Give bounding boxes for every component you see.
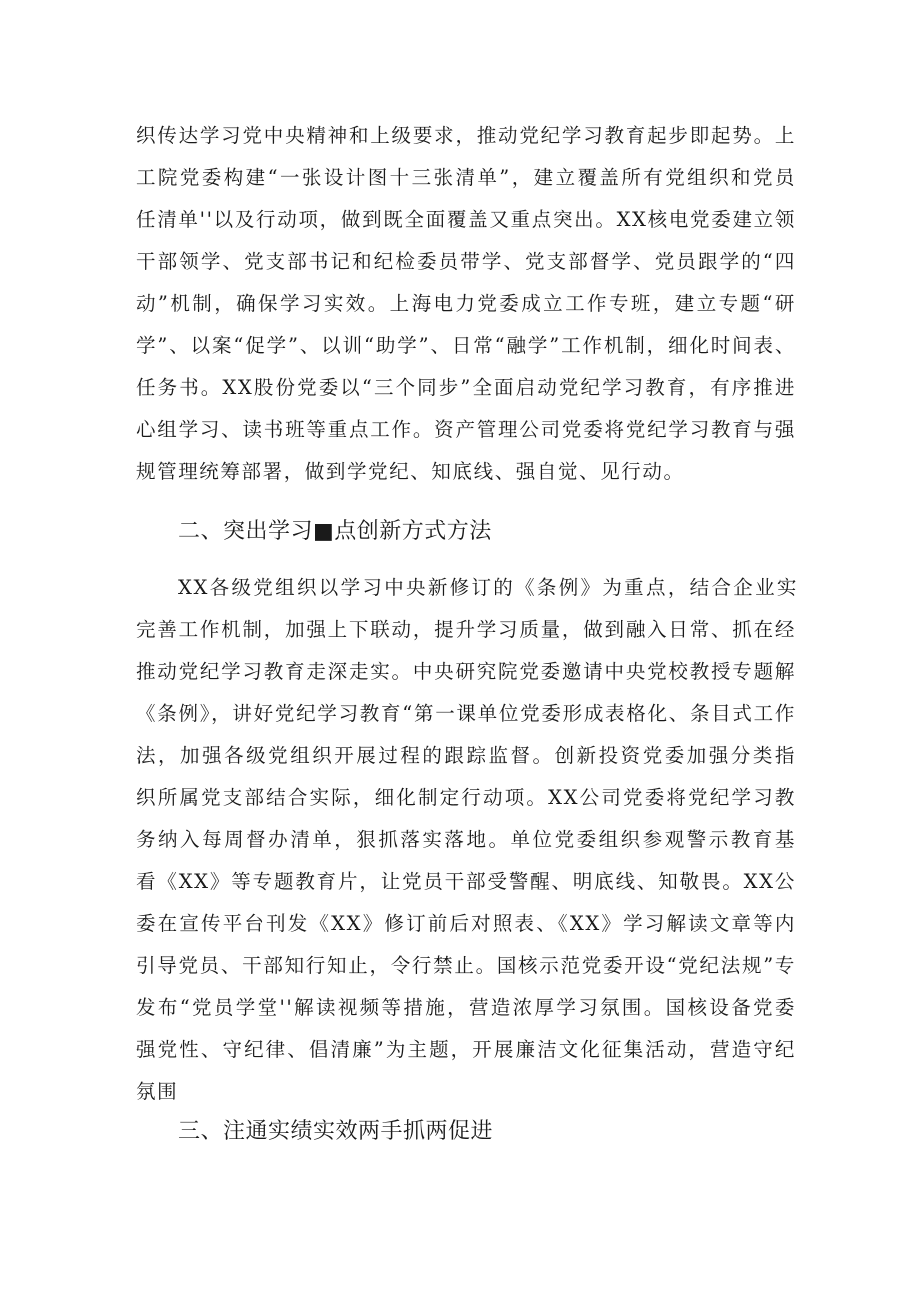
paragraph-2-line-12: 强党性、守纪律、倡清廉”为主题，开展廉洁文化征集活动，营造守纪 (136, 1038, 796, 1061)
paragraph-1-line-5: 动”机制，确保学习实效。上海电力党委成立工作专班，建立专题“研 (136, 292, 796, 315)
paragraph-2-line-1: XX各级党组织以学习中央新修订的《条例》为重点，结合企业实 (178, 576, 798, 599)
paragraph-2-line-11: 发布“党员学堂''解读视频等措施，营造浓厚学习氛围。国核设备党委 (136, 996, 796, 1019)
paragraph-1-line-4: 干部领学、党支部书记和纪检委员带学、党支部督学、党员跟学的“四 (136, 250, 796, 273)
section-heading-3: 三、注通实绩实效两手抓两促进 (178, 1119, 494, 1144)
paragraph-2-line-3: 推动党纪学习教育走深走实。中央研究院党委邀请中央党校教授专题解 (136, 660, 796, 683)
paragraph-1-line-6: 学”、以案“促学”、以训“助学”、日常“融学”工作机制，细化时间表、 (136, 334, 796, 357)
paragraph-2-line-8: 看《XX》等专题教育片，让党员干部受警醒、明底线、知敬畏。XX公 (136, 870, 796, 893)
paragraph-2-line-9: 委在宣传平台刊发《XX》修订前后对照表、《XX》学习解读文章等内 (136, 912, 796, 935)
paragraph-2-line-10: 引导党员、干部知行知止，令行禁止。国核示范党委开设“党纪法规”专 (136, 954, 796, 977)
paragraph-1-line-3: 任清单''以及行动项，做到既全面覆盖又重点突出。XX核电党委建立领 (136, 208, 796, 231)
paragraph-2-line-2: 完善工作机制，加强上下联动，提升学习质量，做到融入日常、抓在经 (136, 618, 796, 641)
paragraph-2-line-4: 《条例》，讲好党纪学习教育“第一课单位党委形成表格化、条目式工作 (136, 702, 796, 725)
paragraph-1-line-9: 规管理统筹部署，做到学党纪、知底线、强自觉、见行动。 (136, 460, 685, 483)
paragraph-1-line-7: 任务书。XX股份党委以“三个同步”全面启动党纪学习教育，有序推进 (136, 376, 796, 399)
section-heading-2: 二、突出学习■点创新方式方法 (178, 519, 492, 544)
paragraph-1-line-1: 织传达学习党中央精神和上级要求，推动党纪学习教育起步即起势。上 (136, 124, 796, 147)
paragraph-1-line-2: 工院党委构建“一张设计图十三张清单”，建立覆盖所有党组织和党员 (136, 166, 796, 189)
paragraph-2-line-13: 氛围 (136, 1080, 179, 1103)
paragraph-2-line-6: 织所属党支部结合实际，细化制定行动项。XX公司党委将党纪学习教 (136, 786, 796, 809)
paragraph-1-line-8: 心组学习、读书班等重点工作。资产管理公司党委将党纪学习教育与强 (136, 418, 796, 441)
paragraph-2-line-7: 务纳入每周督办清单，狠抓落实落地。单位党委组织参观警示教育基 (136, 828, 796, 851)
paragraph-2-line-5: 法，加强各级党组织开展过程的跟踪监督。创新投资党委加强分类指 (136, 744, 796, 767)
